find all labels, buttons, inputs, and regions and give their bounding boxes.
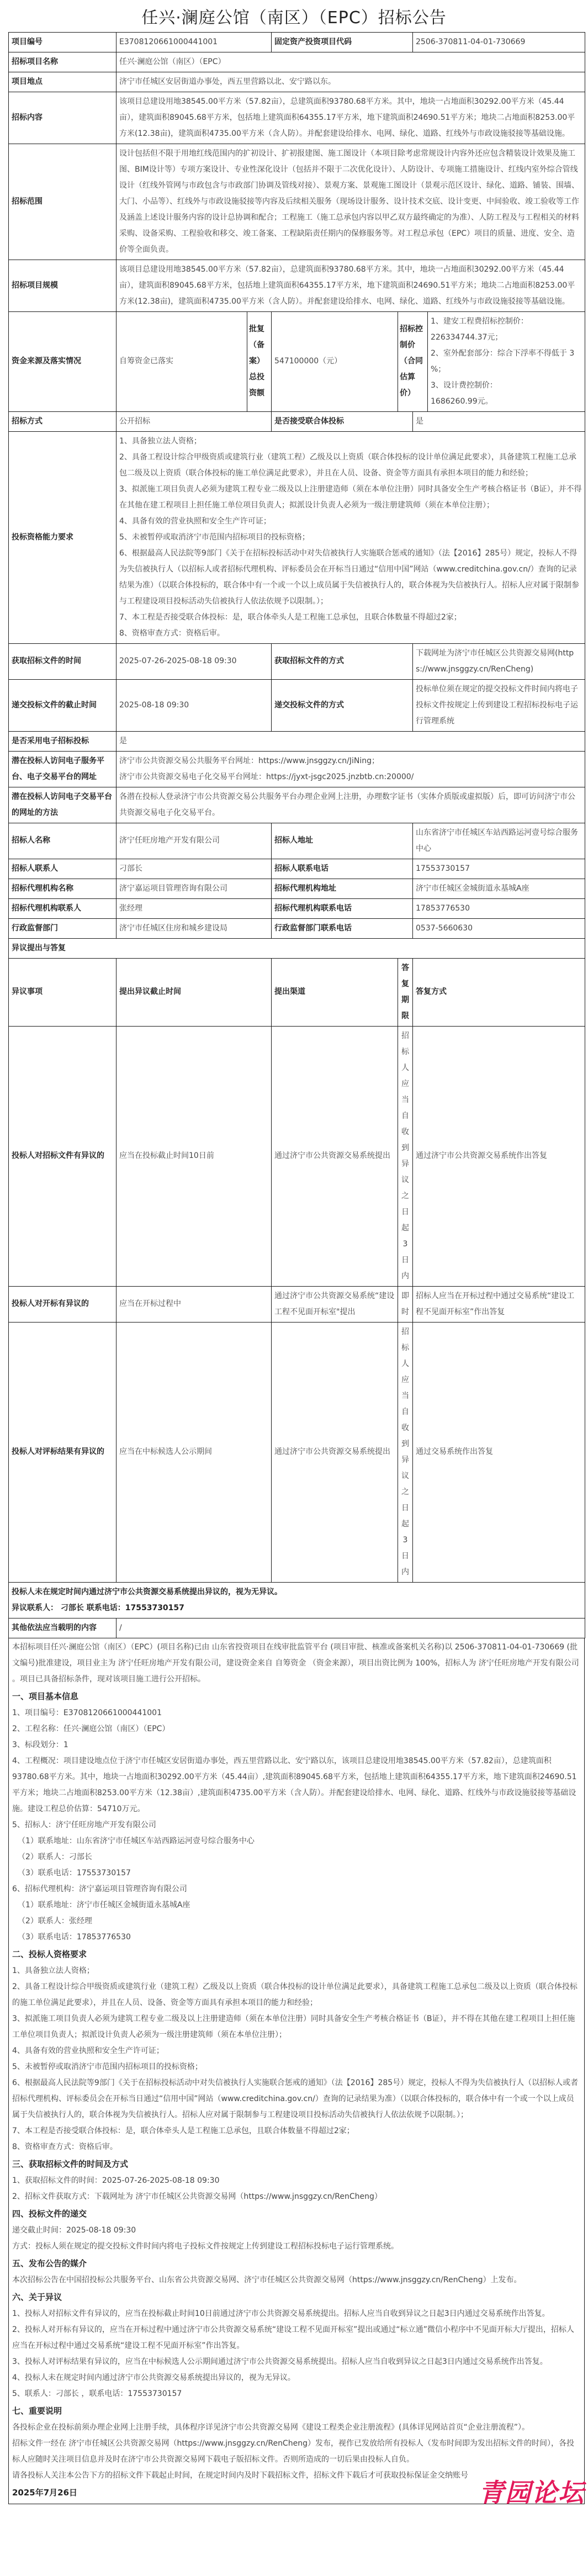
publish-date: 2025年7月26日	[12, 2487, 78, 2498]
value-control-price	[428, 311, 585, 411]
row-location	[9, 72, 585, 92]
row-agency-contact	[9, 898, 585, 918]
row-project-no	[9, 32, 585, 52]
label-supervisor-phone: 行政监督部门联系电话	[272, 918, 413, 938]
row-tenderer-contact	[9, 859, 585, 879]
qualification-body-item: 5、未被暂停或取消济宁市范围内招标项目的投标资格；	[12, 2062, 203, 2071]
qualification-item: 3、拟派施工项目负责人必须为建筑工程专业二级及以上注册建造师（须在本单位注册）同时具备安全生产考核合格证书（B证），并不得在其他在建工程项目上担任施工单位项目负责人；拟派设计负责人必须为一级注册建筑师（须在本单位注册）；	[119, 484, 582, 510]
label-electronic: 是否采用电子招标投标	[9, 731, 116, 751]
objection-channel: 通过济宁市公共资源交易系统提出	[272, 1026, 398, 1286]
row-method	[9, 411, 585, 431]
row-electronic	[9, 731, 585, 751]
value-agency-contact: 张经理	[116, 898, 272, 918]
label-control-price: 招标控制价（合同估算价）	[398, 311, 428, 411]
platform-url-public: 济宁市公共资源交易公共服务平台网址：https://www.jnsggzy.cn/JiNing；	[119, 756, 380, 765]
label-fixed-asset-code: 固定资产投资项目代码	[272, 32, 413, 52]
basic-info-item: 5、招标人：济宁任旺房地产开发有限公司	[12, 1820, 156, 1829]
label-location: 项目地点	[9, 72, 116, 92]
value-electronic: 是	[116, 731, 585, 751]
label-agency-addr: 招标代理机构地址	[272, 879, 413, 898]
control-price-line: 1686260.99元。	[431, 396, 493, 406]
basic-info-item: 3、标段划分：1	[12, 1740, 68, 1749]
row-objection-section	[9, 938, 585, 958]
objection-item: 投标人对开标有异议的	[9, 1286, 116, 1322]
label-total-investment: 批复（备案）总投资额	[247, 311, 272, 411]
label-doc-time: 获取招标文件的时间	[9, 643, 116, 679]
objection-reply: 通过济宁市公共资源交易系统作出答复	[413, 1026, 585, 1286]
value-submit-method: 投标单位须在规定的提交投标文件时间内将电子投标文件按规定上传到建设工程招标投标电子运行管理系统	[413, 679, 585, 731]
qualification-item: 4、具备有效的营业执照和安全生产许可证；	[119, 516, 271, 526]
label-other: 其他依法应当载明的内容	[9, 1618, 116, 1638]
row-supervisor	[9, 918, 585, 938]
label-consortium: 是否接受联合体投标	[272, 411, 413, 431]
basic-info-item: 2、工程名称：任兴·澜庭公馆（南区）（EPC）	[12, 1724, 170, 1733]
value-platform-url	[116, 751, 585, 787]
row-agency	[9, 879, 585, 898]
objection-deadline: 应当在开标过程中	[116, 1286, 272, 1322]
row-content	[9, 92, 585, 144]
row-platform-url	[9, 751, 585, 787]
row-project-name	[9, 52, 585, 72]
objection-row	[9, 1286, 585, 1322]
section-title-media: 五、发布公告的媒介	[12, 2258, 87, 2268]
value-project-name: 任兴·澜庭公馆（南区）（EPC）	[116, 52, 585, 72]
label-submit-method: 递交投标文件的方式	[272, 679, 413, 731]
row-platform-method	[9, 787, 585, 823]
qualification-item: 6、根据最高人民法院等9部门《关于在招标投标活动中对失信被执行人实施联合惩戒的通知》（法【2016】285号）规定，投标人不得为失信被执行人（以招标人或者招标代理机构、评标委员会在开标当日通过“信用中国”网站（www.creditchina.gov.cn/）查询的记录结果为准）（以联合体投标的，联合体中有一个或一个以上成员属于失信被执行人的，联合体视为失信被执行人。招标人应对属于限制参与工程建设项目投标活动失信被执行人依法依规予以限制。）；	[119, 548, 579, 606]
objection-body-item: 5、联系人：刁部长 ，联系电话：17553730157	[12, 2389, 182, 2398]
label-agency-contact: 招标代理机构联系人	[9, 898, 116, 918]
objection-deadline: 应当在中标候选人公示期间	[116, 1322, 272, 1582]
qualification-item: 5、未被暂停或取消济宁市范围内招标项目的投标资格；	[119, 532, 310, 542]
objection-item: 投标人对招标文件有异议的	[9, 1026, 116, 1286]
objection-body-item: 3、投标人对评标结果有异议的，应当在中标候选人公示期间通过济宁市公共资源交易系统提出。招标人应当自收到异议之日起3日内通过交易系统作出答复。	[12, 2357, 548, 2366]
value-consortium: 是	[413, 411, 585, 431]
control-price-line: 226334744.37元；	[431, 332, 503, 342]
row-tenderer	[9, 823, 585, 859]
announcement-body	[8, 1638, 585, 2508]
value-fixed-asset-code: 2506-370811-04-01-730669	[413, 32, 585, 52]
qualification-body-item: 4、具备有效的营业执照和安全生产许可证；	[12, 2046, 164, 2055]
value-location: 济宁市任城区安居街道办事处，西五里营路以北、安宁路以东。	[116, 72, 585, 92]
page-title: 任兴·澜庭公馆（南区）（EPC）招标公告	[141, 8, 447, 28]
objection-item: 投标人对评标结果有异议的	[9, 1322, 116, 1582]
value-project-no: E3708120661000441001	[116, 32, 272, 52]
row-objection-note	[9, 1582, 585, 1618]
value-funding: 自筹资金已落实	[116, 311, 247, 411]
objection-header-row	[9, 958, 585, 1026]
basic-info-item: 6、招标代理机构：济宁嘉运项目管理咨询有限公司	[12, 1884, 187, 1893]
section-title-obtain-docs: 三、获取招标文件的时间及方式	[12, 2159, 129, 2169]
objection-reply: 通过交易系统作出答复	[413, 1322, 585, 1582]
tender-info-table	[8, 32, 585, 1638]
value-tenderer-phone: 17553730157	[413, 859, 585, 879]
section-title-basic-info: 一、项目基本信息	[12, 1691, 79, 1701]
qualification-body-item: 8、资格审查方式：资格后审。	[12, 2142, 118, 2151]
value-supervisor: 济宁市任城区住房和城乡建设局	[116, 918, 272, 938]
control-price-line: 1、建安工程费招标控制价：	[431, 316, 528, 326]
submission-item: 方式：投标人须在规定的提交投标文件时间内将电子投标文件按规定上传到建设工程招标投标电子运行管理系统。	[12, 2241, 399, 2251]
objection-deadline: 应当在投标截止时间10日前	[116, 1026, 272, 1286]
label-scale: 招标项目规模	[9, 260, 116, 311]
objection-reply: 招标人应当在开标过程中通过交易系统“建设工程不见面开标室”作出答复	[413, 1286, 585, 1322]
media-item: 本次招标公告在中国招投标公共服务平台、山东省公共资源交易网、济宁市任城区公共资源交易网（https://www.jnsggzy.cn/RenCheng）上发布。	[12, 2275, 522, 2284]
value-method: 公开招标	[116, 411, 272, 431]
objection-body-item: 4、投标人未在规定时间内通过济宁市公共资源交易系统提出异议的，视为无异议。	[12, 2373, 295, 2382]
label-content: 招标内容	[9, 92, 116, 144]
qualification-body-item: 1、具备独立法人资格；	[12, 1966, 94, 1975]
value-doc-method: 下载网址为济宁市任城区公共资源交易网(https://www.jnsggzy.cn/RenCheng)	[413, 643, 585, 679]
label-tenderer: 招标人名称	[9, 823, 116, 859]
value-platform-method: 各潜在投标人登录济宁市公共资源交易公共服务平台办理企业网上注册，办理数字证书（实体介质版或虚拟版）后，即可访问济宁市公共资源交易电子化交易平台。	[116, 787, 585, 823]
objection-note: 投标人未在规定时间内通过济宁市公共资源交易系统提出异议的，视为无异议。	[12, 1587, 282, 1596]
value-content: 该项目总建设用地38545.00平方米（57.82亩），总建筑面积93780.68平方米。其中，地块一占地面积30292.00平方米（45.44亩），建筑面积89045.68平方米，包括地上建筑面积64355.17平方米，地下建筑面积24690.51平方米；地块二占地面积8253.00平方米(12.38亩)，建筑面积4735.00平方米（含人防）。并配套建设给排水、电网、绿化、道路、红线外与市政设施驳接等基础设施。	[116, 92, 585, 144]
label-agency: 招标代理机构名称	[9, 879, 116, 898]
qualification-item: 1、具备独立法人资格；	[119, 436, 202, 446]
header-objection-reply: 答复方式	[413, 958, 585, 1026]
objection-section-title: 异议提出与答复	[9, 938, 585, 958]
label-funding: 资金来源及落实情况	[9, 311, 116, 411]
value-deadline: 2025-08-18 09:30	[116, 679, 272, 731]
submission-item: 递交截止时间：2025-08-18 09:30	[12, 2225, 136, 2235]
label-doc-method: 获取招标文件的方式	[272, 643, 413, 679]
label-project-name: 招标项目名称	[9, 52, 116, 72]
label-scope: 招标范围	[9, 144, 116, 260]
tenderer-sub-item: （1）联系地址：山东省济宁市任城区车站西路运河壹号综合服务中心	[18, 1836, 255, 1845]
section-title-objection: 六、关于异议	[12, 2292, 62, 2302]
important-item: 各投标企业在投标前须办理企业网上注册手续，具体程序详见济宁市公共资源交易网《建设工程类企业注册流程》(具体详见网站首页“企业注册流程”）。	[12, 2422, 529, 2432]
qualification-body-item: 3、拟派施工项目负责人必须为建筑工程专业二级及以上注册建造师（须在本单位注册）同时具备安全生产考核合格证书（B证），并不得在其他在建工程项目上担任施工单位项目负责人；拟派设计负责人必须为一级注册建筑师（须在本单位注册）；	[12, 2014, 575, 2039]
obtain-docs-item: 1、获取招标文件的时间：2025-07-26-2025-08-18 09:30	[12, 2176, 220, 2185]
control-price-line: 2、室外配套部分：综合下浮率不得低于 3 %；	[431, 348, 575, 374]
value-agency-addr: 济宁市任城区金城街道永基城A座	[413, 879, 585, 898]
objection-note-cell	[9, 1582, 585, 1618]
value-tenderer-addr: 山东省济宁市任城区车站西路运河壹号综合服务中心	[413, 823, 585, 859]
section-title-submission: 四、投标文件的递交	[12, 2208, 87, 2219]
agency-sub-item: （2）联系人：张经理	[18, 1916, 92, 1926]
value-qualification	[116, 431, 585, 643]
value-scope: 设计包括但不限于用地红线范围内的扩初设计、扩初报建图、施工图设计（本项目除考虑常规设计内容外还应包含精装设计效果及施工图、BIM设计等）专项方案设计、专业性深化设计（包括并不限于二次优化设计）、人防设计、专项施工措施设计、红线内室外综合管线设计（红线外管网与市政包含与市政部门协调及管线对接）、景观方案、景观施工图设计（景观示范区设计、绿化、道路、铺装、围墙、大门、小品等）、红线外与市政设施驳接等内容及后续相关服务（现场设计服务、设计技术交底、设计变更、中间验收、竣工验收等工作及涵盖上述设计服务内容的设计总协调和配合；工程施工（施工总承包内容以甲乙双方最终确定的为准）、人防工程及与工程相关的材料采购、设备采购、工程验收和移交、竣工备案、工程缺陷责任期内的保修服务等。对工程总承包（EPC）项目的质量、进度、安全、造价等全面负责。	[116, 144, 585, 260]
row-scale	[9, 260, 585, 311]
qualification-item: 7、本工程是否接受联合体投标：是，联合体牵头人是工程施工总承包，且联合体数量不得超过2家；	[119, 612, 462, 622]
agency-sub-item: （1）联系地址：济宁市任城区金城街道永基城A座	[18, 1900, 190, 1909]
label-tenderer-contact: 招标人联系人	[9, 859, 116, 879]
objection-channel: 通过济宁市公共资源交易系统“建设工程不见面开标室"提出	[272, 1286, 398, 1322]
value-other: /	[116, 1618, 585, 1638]
qualification-item: 2、具备工程设计综合甲级资质或建筑行业（建筑工程）乙级及以上资质（联合体投标的设计单位满足此要求），具备建筑工程施工总承包二级及以上资质（联合体投标的施工单位满足此要求），并且在人员、设备、资金等方面具有承担本项目的能力和经验；	[119, 452, 576, 478]
label-qualification: 投标资格能力要求	[9, 431, 116, 643]
label-platform-url: 潜在投标人访问电子服务平台、电子交易平台的网址	[9, 751, 116, 787]
qualification-body-item: 6、根据最高人民法院等9部门《关于在招标投标活动中对失信被执行人实施联合惩戒的通知》（法【2016】285号）规定，投标人不得为失信被执行人（以招标人或者招标代理机构、评标委员会在开标当日通过“信用中国”网站（www.creditchina.gov.cn/）查询的记录结果为准）（以联合体投标的，联合体中有一个或一个以上成员属于失信被执行人的，联合体视为失信被执行人。招标人应对属于限制参与工程建设项目投标活动失信被执行人依法依规予以限制。）；	[12, 2078, 579, 2119]
label-tenderer-addr: 招标人地址	[272, 823, 413, 859]
qualification-item: 8、资格审查方式：资格后审。	[119, 628, 225, 638]
section-title-qualification: 二、投标人资格要求	[12, 1949, 87, 1959]
header-objection-period: 答复期限	[398, 958, 413, 1026]
important-item: 招标文件一经在 济宁市任城区公共资源交易网（https://www.jnsggzy.cn/RenCheng）发布，视作已发放给所有投标人（发布时间即为发出招标文件的时间），各投标人应随时关注项目信息并及时在济宁市公共资源交易网下载电子版招标文件。否则所造成的一切后果由投标人自负。	[12, 2439, 574, 2464]
row-deadline	[9, 679, 585, 731]
row-scope	[9, 144, 585, 260]
label-agency-phone: 招标代理机构联系电话	[272, 898, 413, 918]
label-platform-method: 潜在投标人访问电子交易平台的网址的方法	[9, 787, 116, 823]
objection-body-item: 2、投标人对开标有异议的，应当在开标过程中通过济宁市公共资源交易系统“建设工程不见面开标室”提出或通过“标立通”微信小程序中不见面开标大厅提出，招标人应当在开标过程中通过交易系统“建设工程不见面开标室”作出答复。	[12, 2325, 574, 2350]
header-objection-channel: 提出渠道	[272, 958, 398, 1026]
value-tenderer-contact: 刁部长	[116, 859, 272, 879]
tenderer-sub-item: （3）联系电话：17553730157	[18, 1868, 131, 1877]
objection-channel: 通过济宁市公共资源交易系统提出	[272, 1322, 398, 1582]
value-tenderer: 济宁任旺房地产开发有限公司	[116, 823, 272, 859]
value-agency: 济宁嘉运项目管理咨询有限公司	[116, 879, 272, 898]
value-agency-phone: 17853776530	[413, 898, 585, 918]
platform-url-trading: 济宁市公共资源交易电子化交易平台网址：https://jyxt-jsgc2025.jnzbtb.cn:20000/	[119, 772, 414, 781]
objection-row	[9, 1026, 585, 1286]
row-doc-time	[9, 643, 585, 679]
objection-period: 即时	[398, 1286, 413, 1322]
control-price-line: 3、设计费控制价：	[431, 380, 497, 390]
intro-paragraph: 本招标项目任兴·澜庭公馆（南区）（EPC）(项目名称)已由 山东省投资项目在线审批监管平台 (项目审批、核准或备案机关名称)以 2506-370811-04-01-730669 (批文编号)批准建设，项目业主为 济宁任旺房地产开发有限公司，建设资金来自 自筹资金 （资金来源），项目出资比例为 100%，招标人为 济宁任旺房地产开发有限公司 。项目已具备招标条件，现对该项目施工进行公开招标。	[12, 1642, 579, 1684]
objection-contact: 异议联系人： 刁部长 联系电话：17553730157	[12, 1603, 184, 1612]
value-supervisor-phone: 0537-5660630	[413, 918, 585, 938]
label-method: 招标方式	[9, 411, 116, 431]
label-deadline: 递交投标文件的截止时间	[9, 679, 116, 731]
label-project-no: 项目编号	[9, 32, 116, 52]
basic-info-item: 4、工程概况：项目建设地点位于济宁市任城区安居街道办事处，西五里营路以北、安宁路以东，该项目总建设用地38545.00平方米（57.82亩），总建筑面积93780.68平方米。其中，地块一占地面积30292.00平方米（45.44亩）,建筑面积89045.68平方米，包括地上建筑面积64355.17平方米，地下建筑面积24690.51平方米；地块二占地面积8253.00平方米（12.38亩）,建筑面积4735.00平方米（含人防）。并配套建设给排水、电网、绿化、道路、红线外与市政设施驳接等基础设施。建设工程总价估算：54710万元。	[12, 1756, 577, 1813]
header-objection-deadline: 提出异议截止时间	[116, 958, 272, 1026]
qualification-body-item: 7、本工程是否接受联合体投标：是，联合体牵头人是工程施工总承包，且联合体数量不得超过2家；	[12, 2126, 354, 2135]
watermark-logo: 青园论坛	[479, 2477, 585, 2508]
objection-body-item: 1、投标人对招标文件有异议的，应当在投标截止时间10日前通过济宁市公共资源交易系统提出。招标人应当自收到异议之日起3日内通过交易系统作出答复。	[12, 2309, 550, 2318]
value-total-investment: 547100000（元）	[272, 311, 398, 411]
row-other	[9, 1618, 585, 1638]
agency-sub-item: （3）联系电话：17853776530	[18, 1932, 131, 1942]
value-doc-time: 2025-07-26-2025-08-18 09:30	[116, 643, 272, 679]
label-supervisor: 行政监督部门	[9, 918, 116, 938]
qualification-body-item: 2、具备工程设计综合甲级资质或建筑行业（建筑工程）乙级及以上资质（联合体投标的设计单位满足此要求），具备建筑工程施工总承包二级及以上资质（联合体投标的施工单位满足此要求），并且在人员、设备、资金等方面具有承担本项目的能力和经验；	[12, 1982, 578, 2007]
row-funding	[9, 311, 585, 411]
obtain-docs-item: 2、招标文件获取方式：下载网址为 济宁市任城区公共资源交易网（https://www.jnsggzy.cn/RenCheng）	[12, 2192, 382, 2201]
important-item: 请各投标人关注本公告下方的招标文件下载起止时间，在规定时间内及时下载招标文件，招标文件下载后才可获取投标保证金交纳账号	[12, 2471, 468, 2480]
header-objection-item: 异议事项	[9, 958, 116, 1026]
label-tenderer-phone: 招标人联系电话	[272, 859, 413, 879]
objection-row	[9, 1322, 585, 1582]
value-scale: 该项目总建设用地38545.00平方米（57.82亩），总建筑面积93780.68平方米。其中，地块一占地面积30292.00平方米（45.44亩），建筑面积89045.68平方米，包括地上建筑面积64355.17平方米，地下建筑面积24690.51平方米；地块二占地面积8253.00平方米(12.38亩)，建筑面积4735.00平方米（含人防）。并配套建设给排水、电网、绿化、道路、红线外与市政设施驳接等基础设施。	[116, 260, 585, 311]
tenderer-sub-item: （2）联系人：刁部长	[18, 1852, 92, 1861]
row-qualification	[9, 431, 585, 643]
objection-period: 招标人应当自收到异议之日起3日内	[398, 1026, 413, 1286]
objection-period: 招标人应当自收到异议之日起3日内	[398, 1322, 413, 1582]
basic-info-item: 1、项目编号：E3708120661000441001	[12, 1708, 162, 1717]
section-title-important: 七、重要说明	[12, 2405, 62, 2416]
